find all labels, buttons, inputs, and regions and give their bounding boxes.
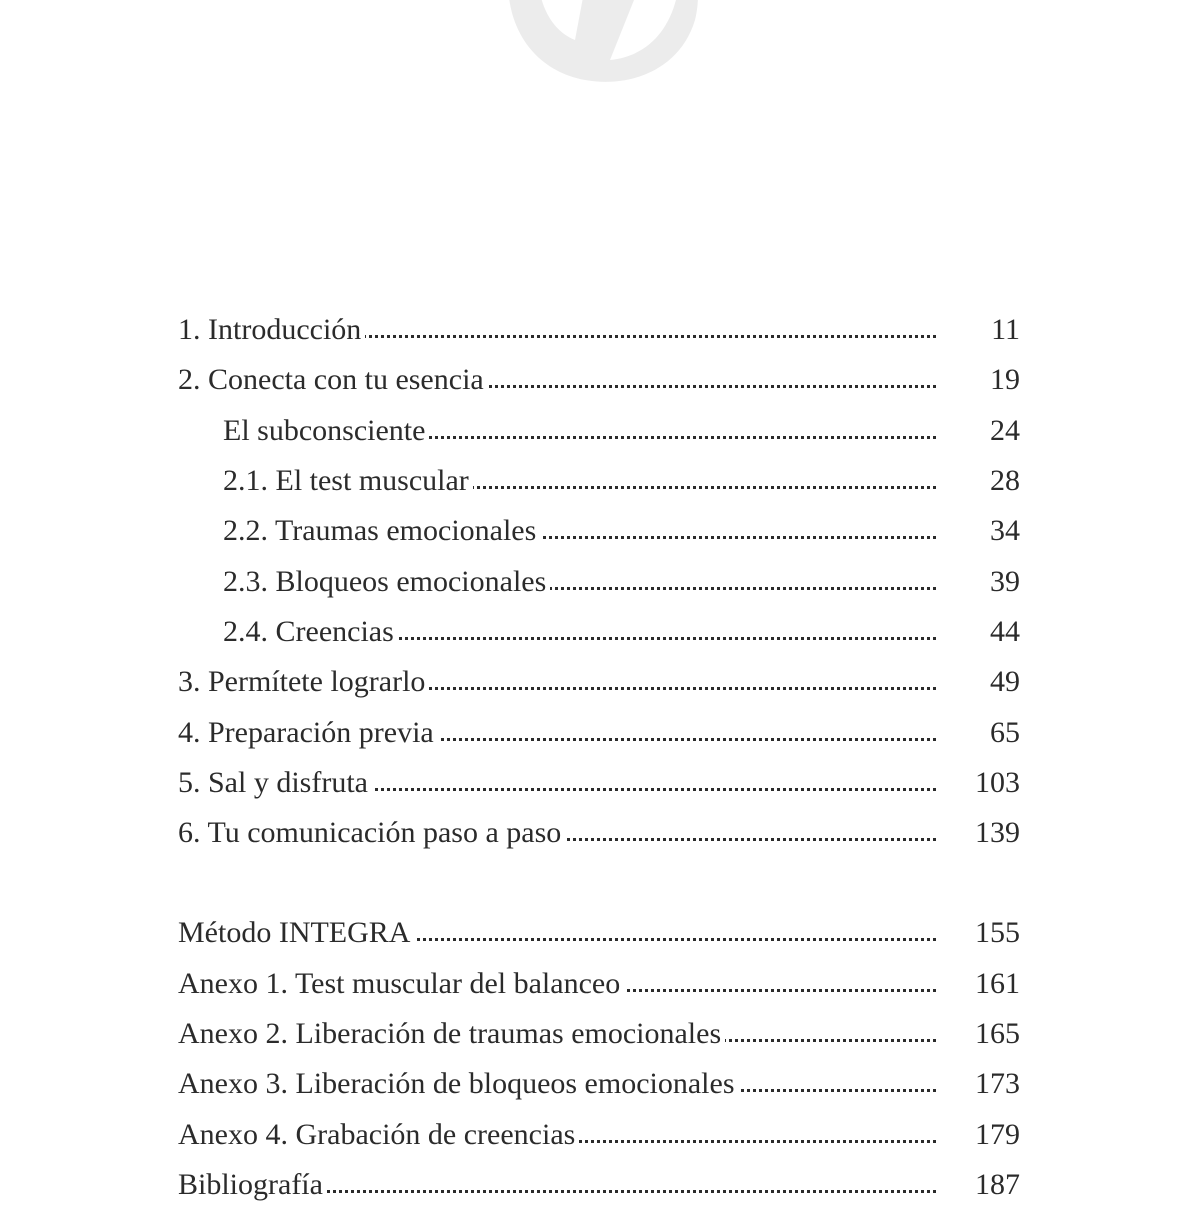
toc-title: Método INTEGRA <box>178 916 414 949</box>
toc-title: Anexo 4. Grabación de creencias <box>178 1118 579 1151</box>
toc-page-number: 179 <box>975 1117 1020 1151</box>
toc-page-number: 19 <box>990 363 1020 397</box>
toc-entry[interactable] <box>178 1109 1020 1159</box>
toc-page-number: 28 <box>990 464 1020 498</box>
toc-page-number: 34 <box>990 514 1020 548</box>
toc-entry[interactable] <box>178 456 1020 506</box>
toc-entry[interactable] <box>178 758 1020 808</box>
toc-page-number: 187 <box>975 1167 1020 1201</box>
toc-page-number: 161 <box>975 966 1020 1000</box>
toc-title: 3. Permítete lograrlo <box>178 665 429 698</box>
toc-page-number: 49 <box>990 665 1020 699</box>
toc-title: 2.3. Bloqueos emocionales <box>178 565 550 598</box>
toc-entry[interactable] <box>178 305 1020 355</box>
toc-title: 2.1. El test muscular <box>178 464 473 497</box>
toc-title: 6. Tu comunicación paso a paso <box>178 816 565 849</box>
toc-page-number: 155 <box>975 916 1020 950</box>
toc-title: 2. Conecta con tu esencia <box>178 363 488 396</box>
toc-entry[interactable] <box>178 1009 1020 1059</box>
toc-entry[interactable] <box>178 1160 1020 1210</box>
toc-entry[interactable] <box>178 556 1020 606</box>
toc-entry[interactable] <box>178 1059 1020 1109</box>
toc-title: 2.4. Creencias <box>178 615 398 648</box>
toc-entry[interactable] <box>178 607 1020 657</box>
toc-title: 5. Sal y disfruta <box>178 766 372 799</box>
toc-page-number: 103 <box>975 765 1020 799</box>
toc-entry[interactable] <box>178 657 1020 707</box>
toc-page-number: 139 <box>975 816 1020 850</box>
toc-entry[interactable] <box>178 707 1020 757</box>
toc-title: El subconsciente <box>178 414 429 447</box>
toc-title: Anexo 1. Test muscular del balanceo <box>178 967 624 1000</box>
brush-stroke-logo-icon <box>490 0 710 110</box>
toc-entry[interactable] <box>178 355 1020 405</box>
toc-title: Bibliografía <box>178 1168 327 1201</box>
toc-title: 4. Preparación previa <box>178 716 438 749</box>
toc-page-number: 65 <box>990 715 1020 749</box>
toc-title: Anexo 3. Liberación de bloqueos emocionales <box>178 1067 739 1100</box>
table-of-contents <box>178 305 1020 1210</box>
toc-entry[interactable] <box>178 959 1020 1009</box>
toc-page-number: 24 <box>990 413 1020 447</box>
toc-page-number: 44 <box>990 614 1020 648</box>
toc-entry[interactable] <box>178 406 1020 456</box>
toc-entry[interactable] <box>178 808 1020 858</box>
toc-title: 2.2. Traumas emocionales <box>178 514 540 547</box>
toc-entry[interactable] <box>178 506 1020 556</box>
toc-page-number: 39 <box>990 564 1020 598</box>
toc-page-number: 165 <box>975 1017 1020 1050</box>
toc-title: Anexo 2. Liberación de traumas emocionales <box>178 1017 725 1050</box>
toc-page-number: 173 <box>975 1067 1020 1101</box>
section-gap <box>178 858 1020 908</box>
toc-page-number: 11 <box>991 313 1020 347</box>
toc-entry[interactable] <box>178 908 1020 958</box>
toc-title: 1. Introducción <box>178 313 365 346</box>
